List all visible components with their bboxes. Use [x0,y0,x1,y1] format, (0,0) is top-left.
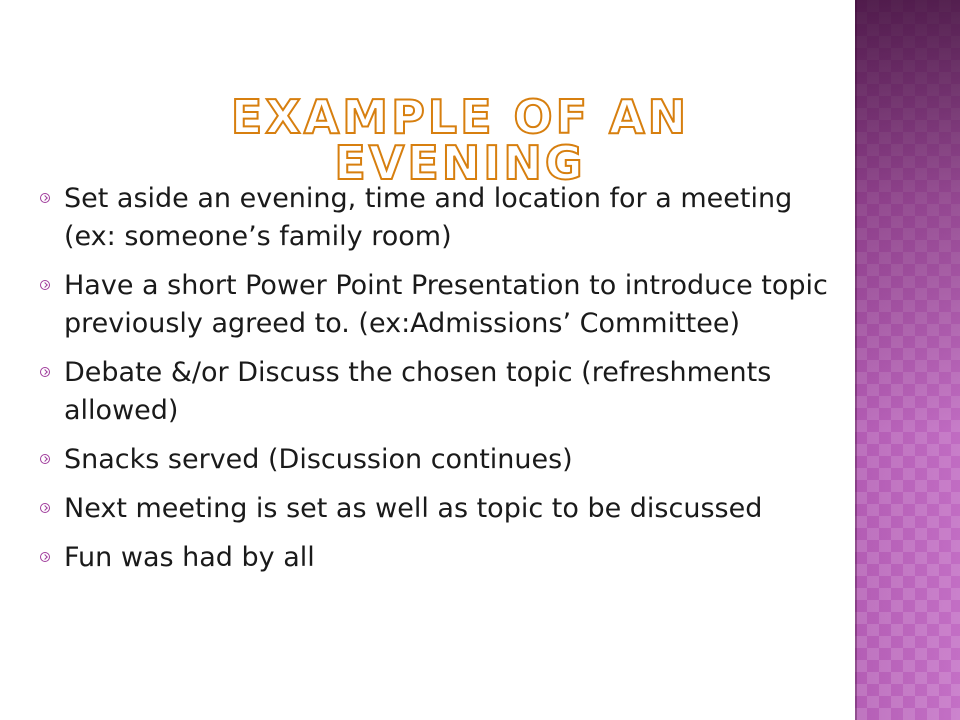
side-band-edge [855,0,857,720]
bullet-text: Set aside an evening, time and location for a meeting (ex: someone’s family room) [64,183,793,252]
bullet-item [40,441,840,479]
bullet-list [40,180,840,588]
bullet-item [40,539,840,577]
bullet-text: Debate &/or Discuss the chosen topic (refreshments allowed) [64,357,772,426]
circled-arrow-icon [40,454,50,464]
bullet-text: Snacks served (Discussion continues) [64,444,573,475]
bullet-text: Have a short Power Point Presentation to introduce topic previously agreed to. (ex:Admissions’ Committee) [64,270,828,339]
bullet-item [40,267,840,343]
bullet-item [40,490,840,528]
circled-arrow-icon [40,193,50,203]
bullet-item [40,180,840,256]
circled-arrow-icon [40,280,50,290]
circled-arrow-icon [40,367,50,377]
circled-arrow-icon [40,503,50,513]
slide-title: EXAMPLE OF AN EVENING [230,90,690,190]
bullet-item [40,354,840,430]
decorative-side-band [855,0,960,720]
bullet-text: Fun was had by all [64,542,315,573]
circled-arrow-icon [40,552,50,562]
bullet-text: Next meeting is set as well as topic to be discussed [64,493,763,524]
